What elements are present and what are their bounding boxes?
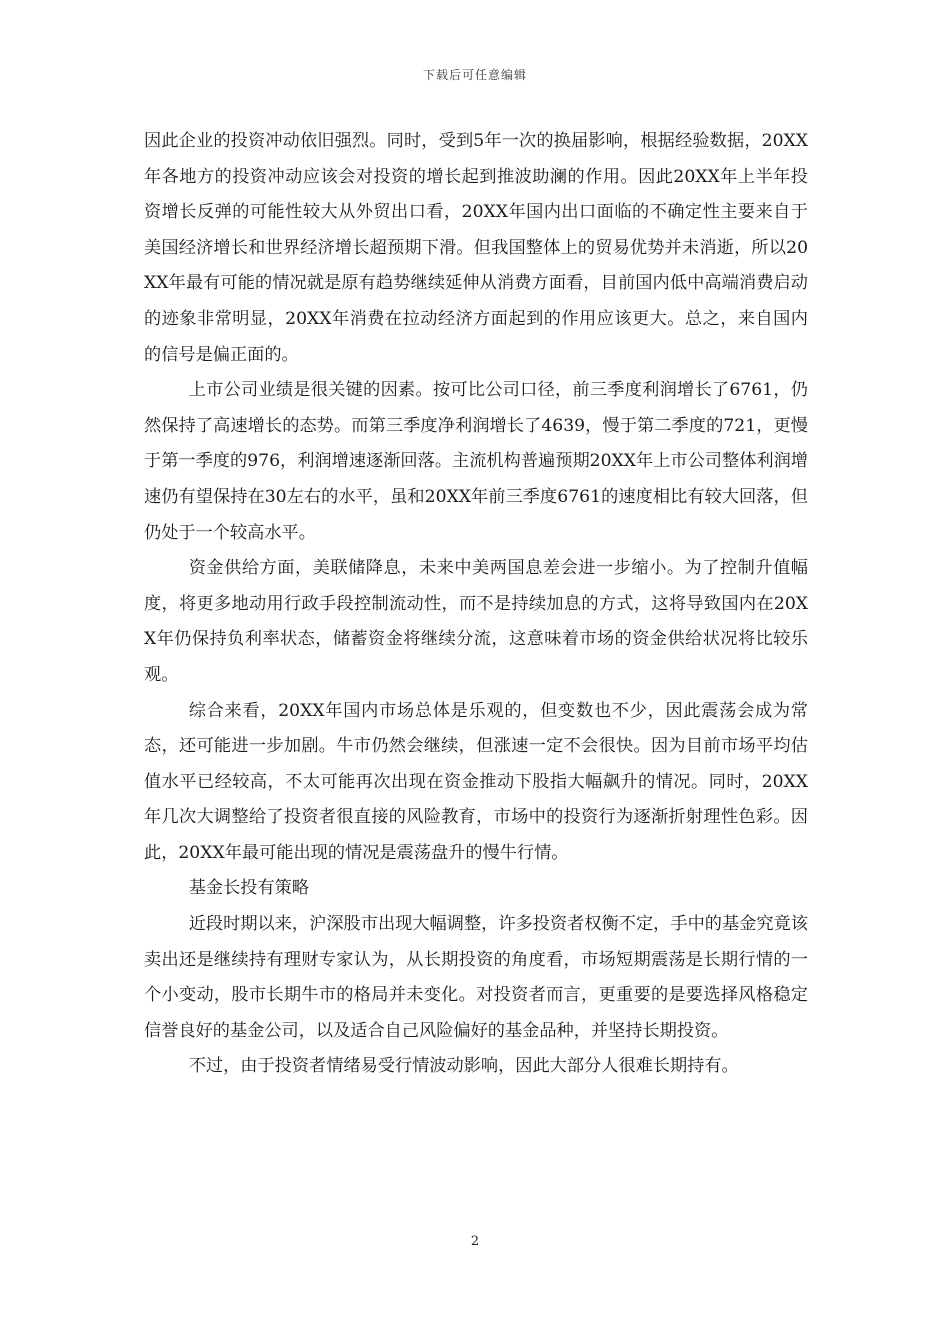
paragraph-4: 综合来看，20XX年国内市场总体是乐观的，但变数也不少，因此震荡会成为常态，还可能进一步加剧。牛市仍然会继续，但涨速一定不会很快。因为目前市场平均估值水平已经较高，不太可能再次出现在资金推动下股指大幅飙升的情况。同时，20XX年几次大调整给了投资者很直接的风险教育，市场中的投资行为逐渐折射理性色彩。因此，20XX年最可能出现的情况是震荡盘升的慢牛行情。 <box>144 700 808 863</box>
paragraph-5: 近段时期以来，沪深股市出现大幅调整，许多投资者权衡不定，手中的基金究竟该卖出还是继续持有理财专家认为，从长期投资的角度看，市场短期震荡是长期行情的一个小变动，股市长期牛市的格局并未变化。对投资者而言，更重要的是要选择风格稳定信誉良好的基金公司，以及适合自己风险偏好的基金品种，并坚持长期投资。 <box>144 914 808 1041</box>
page-header: 下载后可任意编辑 <box>422 68 527 82</box>
paragraph-3: 资金供给方面，美联储降息，未来中美两国息差会进一步缩小。为了控制升值幅度，将更多地动用行政手段控制流动性，而不是持续加息的方式，这将导致国内在20XX年仍保持负利率状态，储蓄资金将继续分流，这意味着市场的资金供给状况将比较乐观。 <box>144 558 808 685</box>
paragraph-1: 因此企业的投资冲动依旧强烈。同时，受到5年一次的换届影响，根据经验数据，20XX年各地方的投资冲动应该会对投资的增长起到推波助澜的作用。因此20XX年上半年投资增长反弹的可能性较大从外贸出口看，20XX年国内出口面临的不确定性主要来自于美国经济增长和世界经济增长超预期下滑。但我国整体上的贸易优势并未消逝，所以20XX年最有可能的情况就是原有趋势继续延伸从消费方面看，目前国内低中高端消费启动的迹象非常明显，20XX年消费在拉动经济方面起到的作用应该更大。总之，来自国内的信号是偏正面的。 <box>144 131 808 365</box>
document-body <box>144 124 808 1085</box>
section-heading: 基金长投有策略 <box>188 878 310 899</box>
paragraph-6: 不过，由于投资者情绪易受行情波动影响，因此大部分人很难长期持有。 <box>188 1056 739 1077</box>
paragraph-2: 上市公司业绩是很关键的因素。按可比公司口径，前三季度利润增长了6761，仍然保持了高速增长的态势。而第三季度净利润增长了4639，慢于第二季度的721，更慢于第一季度的976，利润增速逐渐回落。主流机构普遍预期20XX年上市公司整体利润增速仍有望保持在30左右的水平，虽和20XX年前三季度6761的速度相比有较大回落，但仍处于一个较高水平。 <box>144 380 808 543</box>
page-number: 2 <box>470 1234 480 1249</box>
